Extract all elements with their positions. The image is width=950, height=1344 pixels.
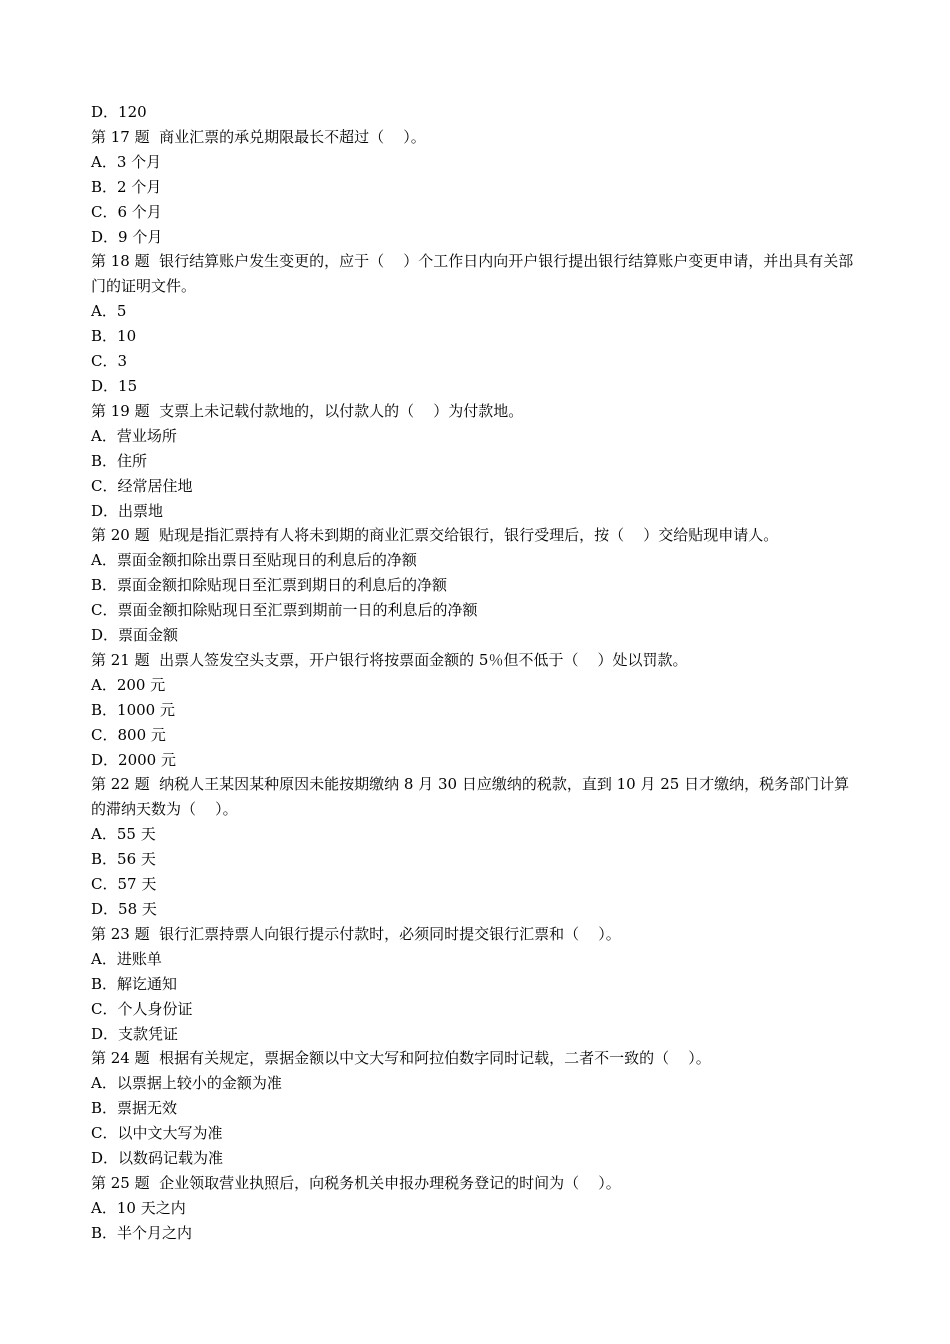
option-19-b: B．住所: [91, 451, 148, 470]
option-18-d: D．15: [91, 376, 138, 395]
question-17: 第 17 题 商业汇票的承兑期限最长不超过（ ）。: [91, 127, 426, 146]
option-16-d: D．120: [91, 103, 147, 121]
option-22-d: D．58 天: [91, 900, 157, 918]
question-18: 第 18 题 银行结算账户发生变更的，应于（ ）个工作日内向开户银行提出银行结算账户变更申请，并出具有关部门的证明文件。: [91, 252, 854, 296]
option-19-c: C．经常居住地: [91, 476, 193, 495]
option-21-c: C．800 元: [91, 725, 166, 744]
option-20-c: C．票面金额扣除贴现日至汇票到期前一日的利息后的净额: [91, 601, 478, 620]
question-24: 第 24 题 根据有关规定，票据金额以中文大写和阿拉伯数字同时记载，二者不一致的（ ）。: [91, 1049, 711, 1068]
option-17-d: D．9 个月: [91, 227, 163, 246]
question-21: 第 21 题 出票人签发空头支票，开户银行将按票面金额的 5％但不低于（ ）处以罚款。: [91, 650, 688, 669]
option-22-c: C．57 天: [91, 875, 157, 894]
question-23: 第 23 题 银行汇票持票人向银行提示付款时，必须同时提交银行汇票和（ ）。: [91, 924, 621, 943]
option-21-b: B．1000 元: [91, 700, 175, 719]
option-17-b: B．2 个月: [91, 177, 162, 196]
document-page: [91, 100, 861, 1246]
question-25: 第 25 题 企业领取营业执照后，向税务机关申报办理税务登记的时间为（ ）。: [91, 1173, 621, 1192]
option-19-a: A．营业场所: [91, 426, 177, 445]
option-20-d: D．票面金额: [91, 626, 179, 645]
option-18-a: A．5: [91, 302, 127, 321]
option-23-a: A．进账单: [91, 949, 162, 968]
option-19-d: D．出票地: [91, 501, 164, 520]
option-24-c: C．以中文大写为准: [91, 1124, 223, 1143]
option-20-a: A．票面金额扣除出票日至贴现日的利息后的净额: [91, 551, 417, 570]
option-23-c: C．个人身份证: [91, 999, 193, 1018]
option-22-a: A．55 天: [91, 825, 156, 844]
option-25-a: A．10 天之内: [91, 1198, 186, 1217]
option-17-c: C．6 个月: [91, 202, 162, 221]
option-23-b: B．解讫通知: [91, 974, 178, 993]
option-18-b: B．10: [91, 327, 137, 346]
option-22-b: B．56 天: [91, 850, 156, 869]
option-24-a: A．以票据上较小的金额为准: [91, 1074, 282, 1093]
option-18-c: C．3: [91, 352, 128, 371]
option-17-a: A．3 个月: [91, 152, 162, 171]
option-25-b: B．半个月之内: [91, 1223, 193, 1242]
option-23-d: D．支款凭证: [91, 1024, 179, 1043]
option-21-d: D．2000 元: [91, 750, 176, 769]
option-24-d: D．以数码记载为准: [91, 1149, 224, 1168]
question-22: 第 22 题 纳税人王某因某种原因未能按期缴纳 8 月 30 日应缴纳的税款，直到 10 月 25 日才缴纳，税务部门计算的滞纳天数为（ ）。: [91, 775, 850, 819]
question-20: 第 20 题 贴现是指汇票持有人将未到期的商业汇票交给银行，银行受理后，按（ ）交给贴现申请人。: [91, 526, 779, 545]
option-20-b: B．票面金额扣除贴现日至汇票到期日的利息后的净额: [91, 576, 448, 595]
option-24-b: B．票据无效: [91, 1099, 178, 1118]
option-21-a: A．200 元: [91, 675, 166, 694]
question-19: 第 19 题 支票上未记载付款地的，以付款人的（ ）为付款地。: [91, 401, 524, 420]
